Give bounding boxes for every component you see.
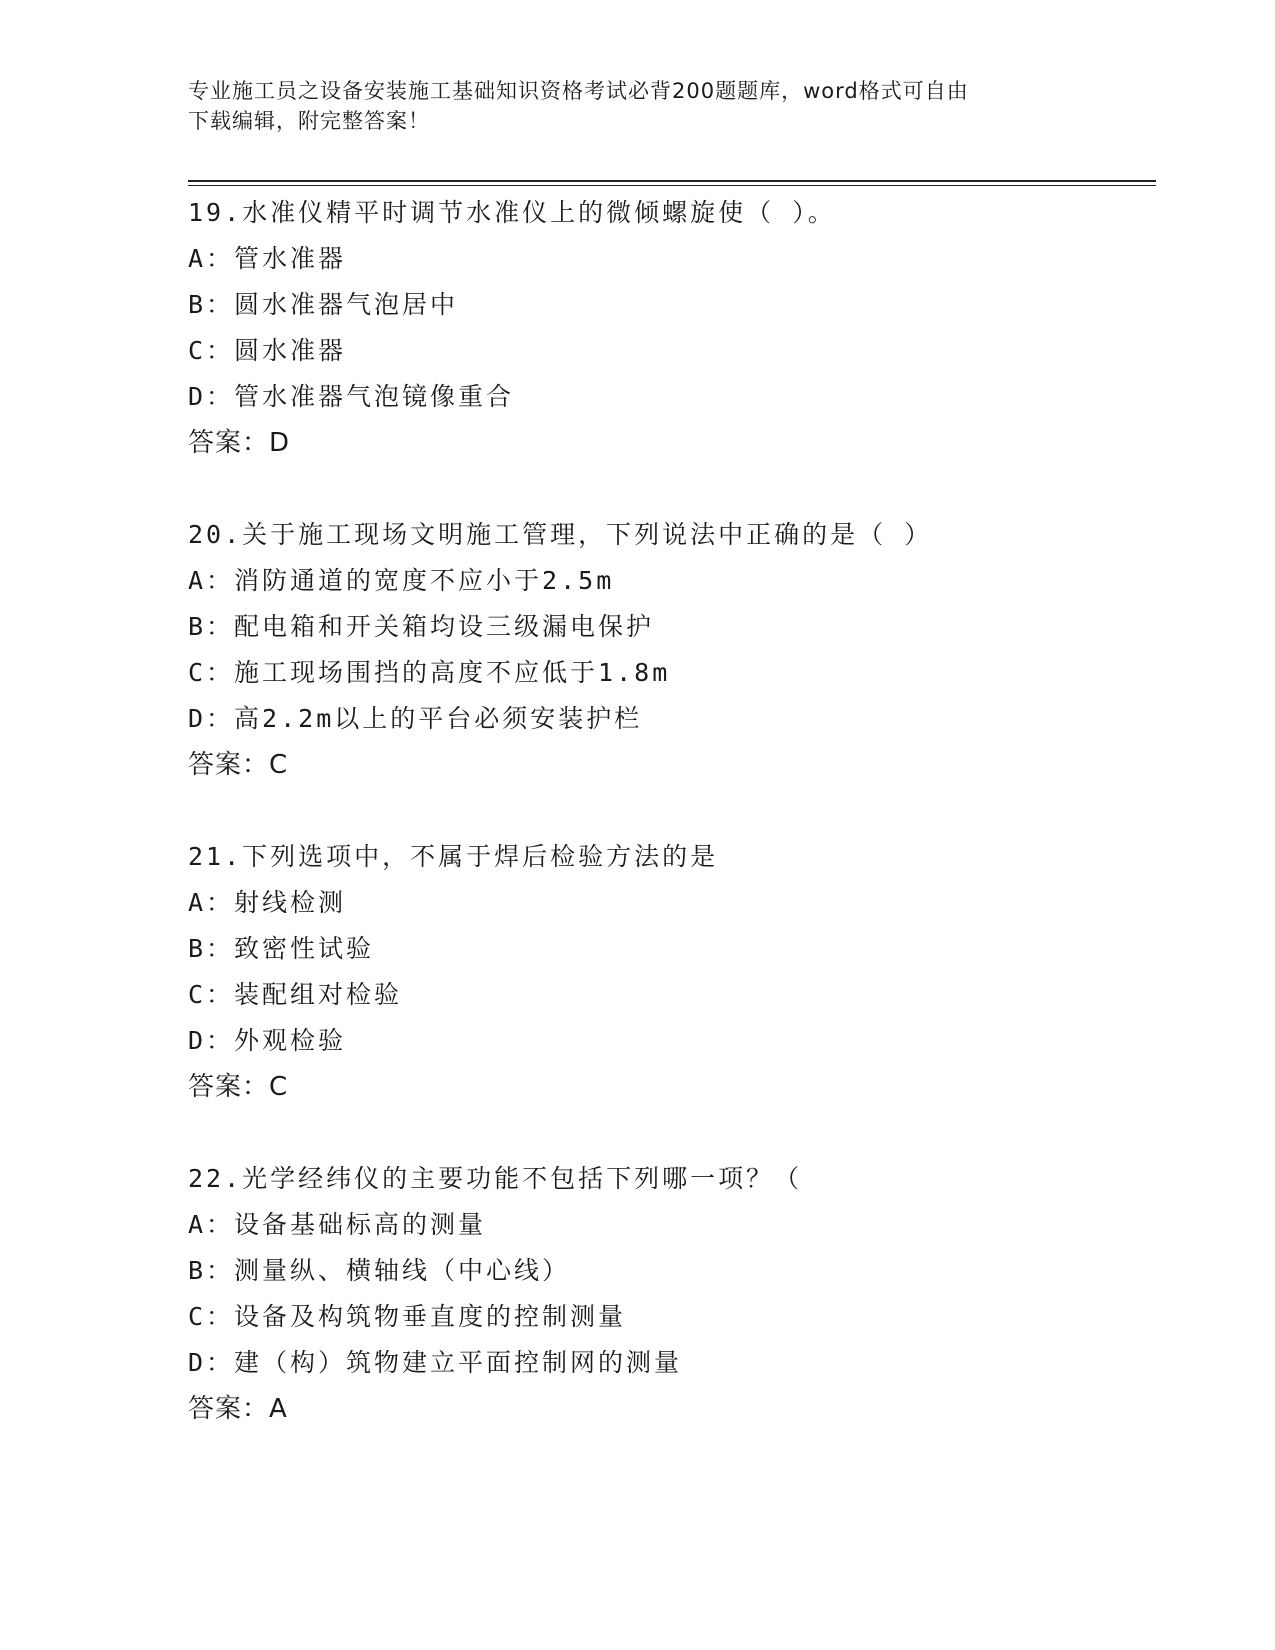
option-a: A：设备基础标高的测量 xyxy=(188,1210,487,1239)
option-d: D：管水准器气泡镜像重合 xyxy=(188,382,515,411)
question-stem: 21.下列选项中，不属于焊后检验方法的是 xyxy=(188,842,719,871)
option-a: A：消防通道的宽度不应小于2.5m xyxy=(188,566,615,595)
option-a: A：管水准器 xyxy=(188,244,347,273)
question-22 xyxy=(188,1156,1148,1432)
question-stem: 20.关于施工现场文明施工管理，下列说法中正确的是（ ） xyxy=(188,520,933,549)
answer: 答案：A xyxy=(188,1394,288,1424)
answer: 答案：C xyxy=(188,750,289,780)
answer: 答案：D xyxy=(188,428,291,458)
header-divider-thin xyxy=(188,185,1156,186)
question-stem: 22.光学经纬仪的主要功能不包括下列哪一项？（ xyxy=(188,1164,803,1193)
header-divider-thick xyxy=(188,180,1156,182)
question-20 xyxy=(188,512,1148,788)
option-c: C：圆水准器 xyxy=(188,336,347,365)
option-a: A：射线检测 xyxy=(188,888,347,917)
document-header xyxy=(188,76,1088,136)
option-c: C：装配组对检验 xyxy=(188,980,403,1009)
option-b: B：配电箱和开关箱均设三级漏电保护 xyxy=(188,612,655,641)
answer: 答案：C xyxy=(188,1072,289,1102)
option-c: C：施工现场围挡的高度不应低于1.8m xyxy=(188,658,671,687)
question-list xyxy=(188,190,1148,1478)
question-19 xyxy=(188,190,1148,466)
option-c: C：设备及构筑物垂直度的控制测量 xyxy=(188,1302,627,1331)
option-d: D：高2.2m以上的平台必须安装护栏 xyxy=(188,704,643,733)
option-d: D：建（构）筑物建立平面控制网的测量 xyxy=(188,1348,683,1377)
header-line-1: 专业施工员之设备安装施工基础知识资格考试必背200题题库，word格式可自由 xyxy=(188,79,969,103)
question-21 xyxy=(188,834,1148,1110)
header-line-2: 下载编辑，附完整答案！ xyxy=(188,109,430,133)
option-b: B：测量纵、横轴线（中心线） xyxy=(188,1256,571,1285)
option-b: B：致密性试验 xyxy=(188,934,375,963)
question-stem: 19.水准仪精平时调节水准仪上的微倾螺旋使（ ）。 xyxy=(188,198,836,227)
option-d: D：外观检验 xyxy=(188,1026,347,1055)
option-b: B：圆水准器气泡居中 xyxy=(188,290,459,319)
